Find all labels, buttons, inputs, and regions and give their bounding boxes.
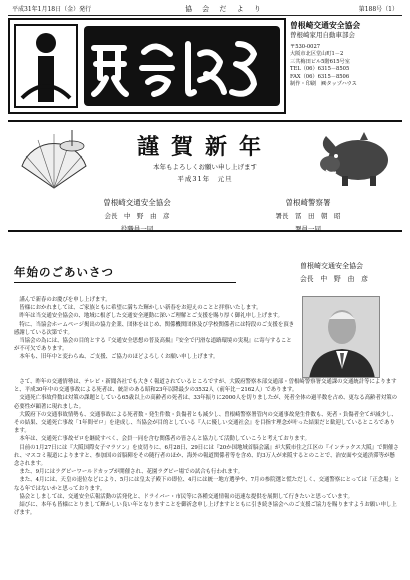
signature-association [62,196,212,235]
production-credit: 制作・印刷 ㈱タップハウス [290,81,357,88]
article-paragraph: また、9月にはラグビーワールドカップが開催され、花園ラグビー場での試合も行われます。 [19,469,243,476]
byline-name: 会長 中 野 由 彦 [300,274,368,283]
article-paragraph: 本年は、交通死亡事故ゼロを継続すべく、会員一同を含む関係者の皆さんと協力して活動していこうと考えております。 [19,436,310,443]
signature-police-staff: 署員一同 [295,224,321,233]
article-paragraph: 当協会の為には、協会の目的とする『交通安全思想の普及高揚』『安全で円滑な道路環境の実現』に寄与することが不可欠であります。 [14,338,292,353]
masthead-title [84,24,280,108]
boar-illustration-icon [314,126,398,196]
article-body-top [14,296,296,362]
article-title: 年始のごあいさつ [14,265,114,279]
signature-police [228,196,388,235]
article-paragraph: さて、昨年の交通情勢は、テレビ・新聞各社でも大きく報道されているところですが、大阪府警察本部交通部・曽根崎警察署交通課の交通統計等によりますと、平成30年中の交通事故による死者は、統計のある昭和23年以降最少の3532人（前年比－2162人）であります。 [14,379,397,394]
signature-police-chief: 署長 冨 田 朝 昭 [275,212,341,221]
article-paragraph: 大阪府下の交通事故情勢も、交通事故による死者数・発生件数・負傷者とも減少し、曽根崎警察署管内の交通事故発生件数も、死者・負傷者全てが減少し、その結果、交通死亡事故「1年間ゼロ」を達成し、当協会が目的としている『人に優しい交通社会』を目指す理念が叶った結果だと歓迎しているところであります。 [14,411,397,435]
signature-association-org: 曽根崎交通安全協会 [103,198,171,207]
signature-police-org: 曽根崎警察署 [285,198,331,207]
byline-org: 曽根崎交通安全協会 [300,262,363,270]
signature-association-staff: 役職員一同 [120,224,154,233]
greeting-title: 謹賀新年 [136,134,273,160]
article-paragraph: 特に、当協会ホームページ掲出の協力企業、団体をはじめ、関係機関団体及び学校関係者には特段のご支援を頂き感謝している次第です。 [14,321,294,336]
issue-header-title: 協 会 だ よ り [184,4,265,13]
association-subname: 曽根崎家用自動車部会 [290,31,355,40]
fax: FAX（06）6315－8506 [290,73,350,80]
association-logo-icon [14,24,78,108]
address-line-2: 三共梅田ビル5階615号室 [290,58,350,65]
association-name: 曽根崎交通安全協会 [290,21,361,30]
greeting-subtitle: 本年もよろしくお願い申し上げます [153,163,257,171]
article-title-rule [14,282,236,283]
article-paragraph: 結びに、本年も皆様にとりまして輝かしい良い年となりますことを御祈念申し上げますとともに引き続き協会へのご支援ご協力を賜りますようお願い申し上げます。 [14,502,397,517]
article-paragraph: 昨年は当交通安全協会の、地域に根ざした交通安全運動に深いご理解とご支援を賜り厚く御礼申し上げます。 [19,313,283,320]
greeting-date: 平成31年 元旦 [177,175,233,183]
new-year-greeting [8,120,402,232]
association-info [290,20,404,89]
article-byline [300,260,368,285]
issue-header-line [8,2,402,16]
article-paragraph: 本年も、旧年中と変わらぬ、ご支援、ご協力のほどよろしくお願い申し上げます。 [19,354,219,361]
masthead [8,18,286,114]
issue-date: 平成31年1月18日（金）発行 [12,6,92,13]
signature-association-chair: 会長 中 野 由 彦 [104,212,170,221]
article-paragraph: 協会としましては、交通安全広報活動の活発化と、ドライバー・市民等に各種交通情報の迅速な提供を展開して行きたいと思っています。 [19,493,353,500]
address-line-1: 大阪市北区堂山町1－2 [290,51,344,58]
article-paragraph: 謹んで新春のお慶びを申し上げます。 [19,297,111,303]
article-paragraph: 目前の1月27日には『大阪国際女子マラソン』を皮切りに、6月28日、29日には『20か国地域首脳会議』が大阪市住之江区の『インテックス大阪』で開催され、マスコミ報道によりますと、参加国の首脳陣をその随行者のほか、海外の報道関係者等を含め、約3万人が来阪するとのことで、治安面や交通渋滞等が懸念されます。 [14,444,399,468]
chairman-portrait-icon [302,296,380,378]
phone: TEL（06）6315－8505 [290,66,350,73]
article-paragraph: また、4月には、天皇の退位などにより、5月には皇太子殿下の即位、4月には統一地方選挙や、7月の参院選と慌ただしく、交通警察にとっては「正念場」となる年ではないかと思っております。 [14,477,400,492]
article-paragraph: 交通死亡事故件数は対策の課題としている65歳以上の高齢者の死者は、33年振りに2000人を切りましたが、死者全体の過半数を占め、更なる高齢者対策の必要性が顕著に現れました。 [14,395,398,410]
postal-code: 〒530-0027 [290,43,321,50]
article-body-bottom [14,378,400,517]
issue-number: 第188号（1） [358,6,398,13]
article-paragraph: 皆様におかれましては、ご家族ともに希望に満ちた輝かしい新春をお迎えのことと拝察いたします。 [19,305,262,312]
